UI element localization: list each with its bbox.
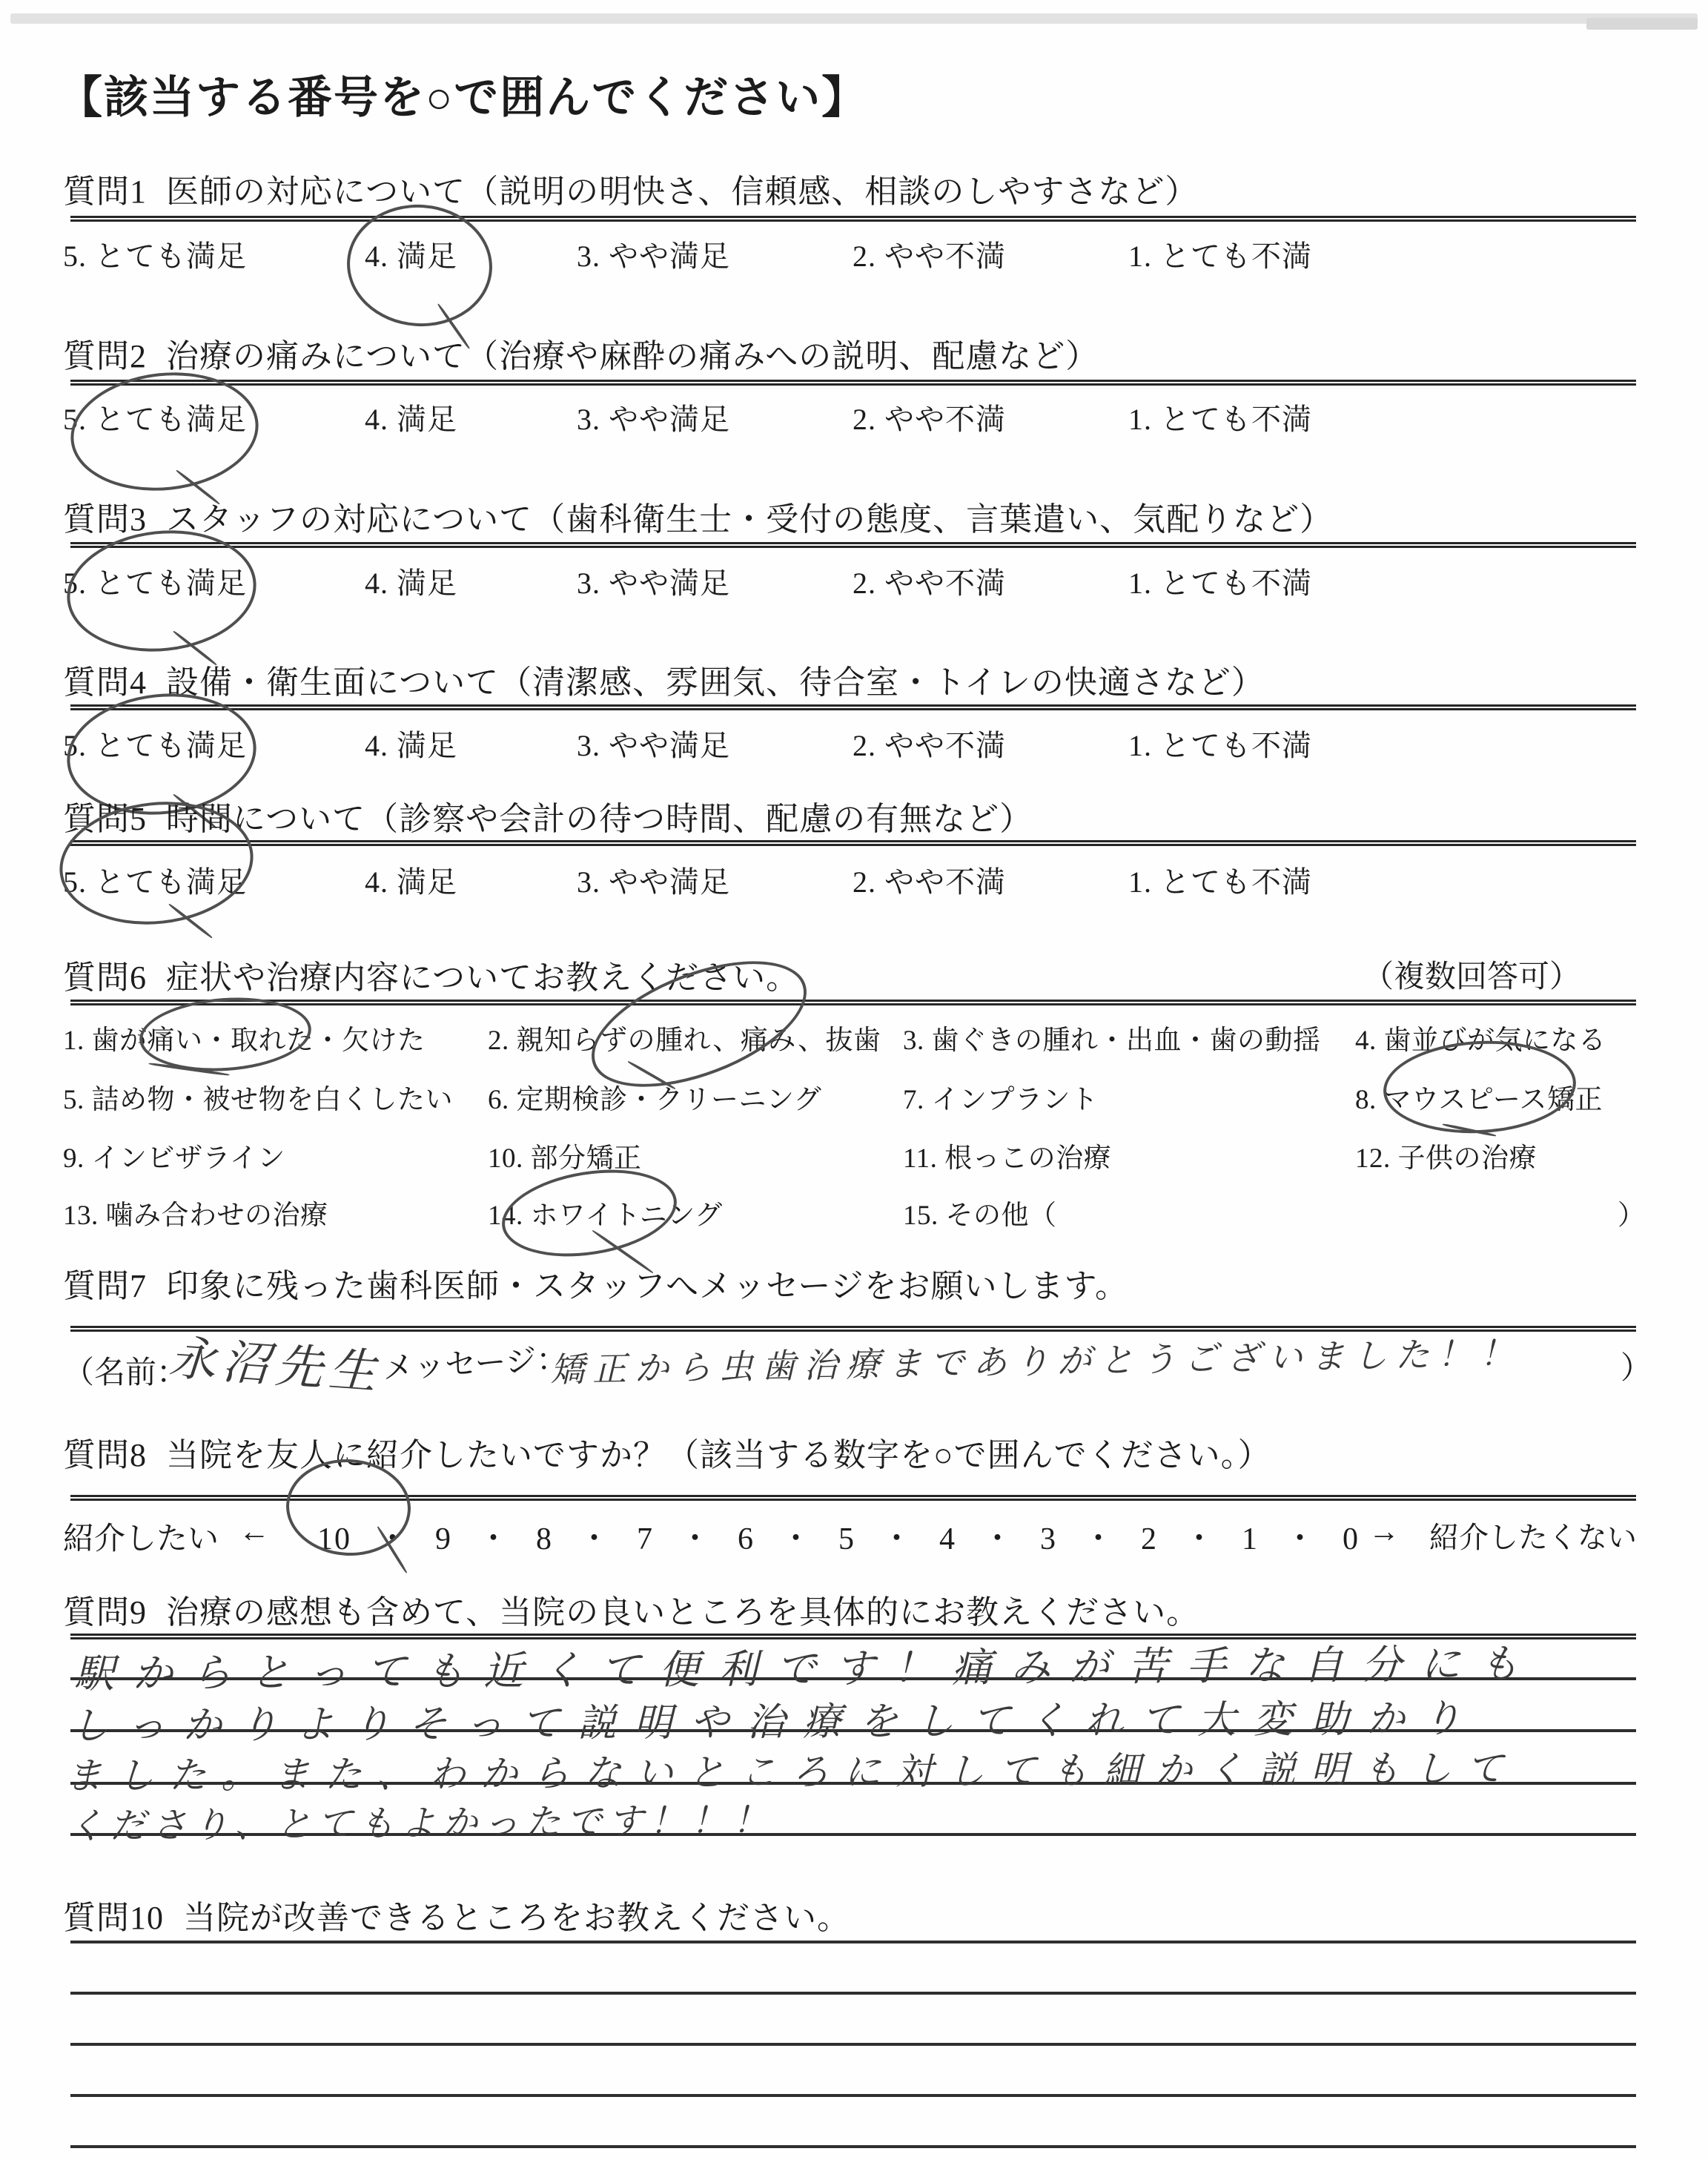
q5-option-1: 1. とても不満 — [1128, 865, 1312, 899]
q4-option-4: 4. 満足 — [365, 729, 457, 762]
q5-option-5: 5. とても満足 — [63, 865, 247, 899]
q7-name-handwriting: 永沼先生 — [167, 1331, 384, 1401]
q4-option-2: 2. やや不満 — [853, 729, 1006, 762]
q2-option-5: 5. とても満足 — [63, 403, 247, 436]
q8-left-arrow-icon: ← — [239, 1515, 270, 1549]
q1-option-5: 5. とても満足 — [63, 240, 247, 273]
rule-under-q5 — [70, 840, 1636, 846]
question-9-header — [63, 1585, 1199, 1633]
q1-option-3: 3. やや満足 — [577, 240, 730, 273]
q8-scale-numbers: 10 ・ 9 ・ 8 ・ 7 ・ 6 ・ 5 ・ 4 ・ 3 ・ 2 ・ 1 ・ 0 — [317, 1522, 1360, 1556]
q1-option-2: 2. やや不満 — [853, 240, 1006, 273]
q2-option-3: 3. やや満足 — [577, 403, 730, 436]
q3-option-1: 1. とても不満 — [1128, 567, 1312, 600]
q8-right-label: 紹介したくない — [1429, 1521, 1637, 1554]
q2-option-1: 1. とても不満 — [1128, 403, 1312, 436]
rule-under-q4 — [70, 704, 1636, 710]
q6-option-3: 3. 歯ぐきの腫れ・出血・歯の動揺 — [903, 1025, 1321, 1056]
q5-option-2: 2. やや不満 — [853, 865, 1006, 899]
question-3-label: 質問3 — [63, 501, 147, 538]
q7-close-paren: ） — [1621, 1352, 1652, 1386]
question-10-header — [63, 1891, 850, 1938]
q7-message-handwriting: 矯正から虫歯治療までありがとうございました！！ — [549, 1332, 1523, 1390]
q10-writing-line-5 — [70, 2145, 1636, 2148]
q6-option-13: 13. 噛み合わせの治療 — [63, 1200, 328, 1231]
question-8-label: 質問8 — [63, 1437, 147, 1473]
q6-option-10: 10. 部分矯正 — [488, 1143, 642, 1174]
scan-artifact-top-right — [1586, 18, 1698, 30]
q7-message-label: メッセージ： — [382, 1342, 569, 1387]
rule-under-q3 — [70, 542, 1636, 548]
question-1-header — [63, 165, 1198, 212]
q3-option-4: 4. 満足 — [365, 567, 457, 600]
question-2-label: 質問2 — [63, 338, 147, 374]
q8-right-arrow-icon: → — [1368, 1515, 1400, 1549]
question-10-title: 当院が改善できるところをお教えください。 — [183, 1900, 850, 1936]
q3-option-2: 2. やや不満 — [853, 567, 1006, 600]
question-5-label: 質問5 — [63, 801, 147, 837]
q4-option-1: 1. とても不満 — [1128, 729, 1312, 762]
q9-handwriting-row-4: くださり、とてもよかったです！！！ — [67, 1799, 775, 1848]
question-2-title: 治療の痛みについて（治療や麻酔の痛みへの説明、配慮など） — [166, 338, 1099, 374]
question-1-label: 質問1 — [63, 174, 147, 210]
q6-option-15-close-paren: ） — [1618, 1200, 1646, 1231]
q10-writing-line-4 — [70, 2094, 1636, 2097]
q6-option-14: 14. ホワイトニング — [488, 1200, 723, 1231]
question-8-header — [63, 1428, 1271, 1476]
q3-option-3: 3. やや満足 — [577, 567, 730, 600]
q5-option-3: 3. やや満足 — [577, 865, 730, 899]
q1-option-1: 1. とても不満 — [1128, 240, 1312, 273]
q10-writing-line-2 — [70, 1992, 1636, 1995]
q7-name-label: （名前： — [63, 1356, 188, 1390]
q6-option-8: 8. マウスピース矯正 — [1355, 1085, 1603, 1115]
q4-option-3: 3. やや満足 — [577, 729, 730, 762]
q10-writing-line-3 — [70, 2043, 1636, 2046]
question-5-title: 時間について（診察や会計の待つ時間、配慮の有無など） — [166, 801, 1033, 837]
q6-option-6: 6. 定期検診・クリーニング — [488, 1085, 822, 1115]
q8-left-label: 紹介したい — [63, 1522, 219, 1556]
q6-option-4: 4. 歯並びが気になる — [1355, 1025, 1606, 1056]
page-title: 【該当する番号を○で囲んでください】 — [58, 73, 868, 122]
question-9-title: 治療の感想も含めて、当院の良いところを具体的にお教えください。 — [166, 1594, 1200, 1631]
q6-option-15: 15. その他（ — [903, 1200, 1057, 1231]
question-4-title: 設備・衛生面について（清潔感、雰囲気、待合室・トイレの快適さなど） — [166, 664, 1265, 701]
question-4-label: 質問4 — [63, 664, 147, 701]
rule-under-q6 — [70, 1000, 1636, 1005]
rule-under-q1 — [70, 216, 1636, 222]
question-10-label: 質問10 — [63, 1900, 164, 1936]
question-6-label: 質問6 — [63, 960, 147, 996]
q10-writing-line-1 — [70, 1941, 1636, 1943]
q2-option-2: 2. やや不満 — [853, 403, 1006, 436]
q6-option-9: 9. インビザライン — [63, 1143, 285, 1174]
q9-handwriting-row-3: ました。また、わからないところに対しても細かく説明もして — [64, 1746, 1519, 1798]
q9-handwriting-row-1: 駅からとっても近くて便利です！痛みが苦手な自分にも — [73, 1640, 1538, 1697]
question-2-header — [63, 329, 1099, 377]
question-7-header — [63, 1259, 1128, 1307]
scan-artifact-top-strip — [10, 13, 1698, 24]
q6-multi-answer-note: （複数回答可） — [1363, 960, 1581, 994]
question-8-title: 当院を友人に紹介したいですか？（該当する数字を○で囲んでください。） — [166, 1437, 1271, 1473]
question-6-title: 症状や治療内容についてお教えください。 — [166, 960, 800, 996]
question-7-title: 印象に残った歯科医師・スタッフへメッセージをお願いします。 — [166, 1268, 1128, 1304]
q6-option-7: 7. インプラント — [903, 1085, 1099, 1115]
rule-under-q2 — [70, 380, 1636, 386]
q2-option-4: 4. 満足 — [365, 403, 457, 436]
q6-option-12: 12. 子供の治療 — [1355, 1143, 1537, 1174]
question-9-label: 質問9 — [63, 1594, 147, 1631]
question-3-title: スタッフの対応について（歯科衛生士・受付の態度、言葉遣い、気配りなど） — [166, 501, 1334, 538]
q6-option-2: 2. 親知らずの腫れ、痛み、抜歯 — [488, 1025, 881, 1056]
q3-option-5: 5. とても満足 — [63, 567, 247, 600]
question-4-header — [63, 655, 1265, 703]
q5-option-4: 4. 満足 — [365, 865, 457, 899]
q1-option-4: 4. 満足 — [365, 240, 457, 273]
question-1-title: 医師の対応について（説明の明快さ、信頼感、相談のしやすさなど） — [166, 174, 1199, 210]
q6-option-5: 5. 詰め物・被せ物を白くしたい — [63, 1085, 453, 1115]
question-3-header — [63, 492, 1333, 540]
q9-handwriting-row-2: しっかりよりそって説明や治療をしてくれて大変助かり — [70, 1697, 1480, 1748]
question-7-label: 質問7 — [63, 1268, 147, 1304]
q6-option-11: 11. 根っこの治療 — [903, 1143, 1112, 1174]
q6-option-1: 1. 歯が痛い・取れた・欠けた — [63, 1025, 426, 1056]
q4-option-5: 5. とても満足 — [63, 729, 247, 762]
